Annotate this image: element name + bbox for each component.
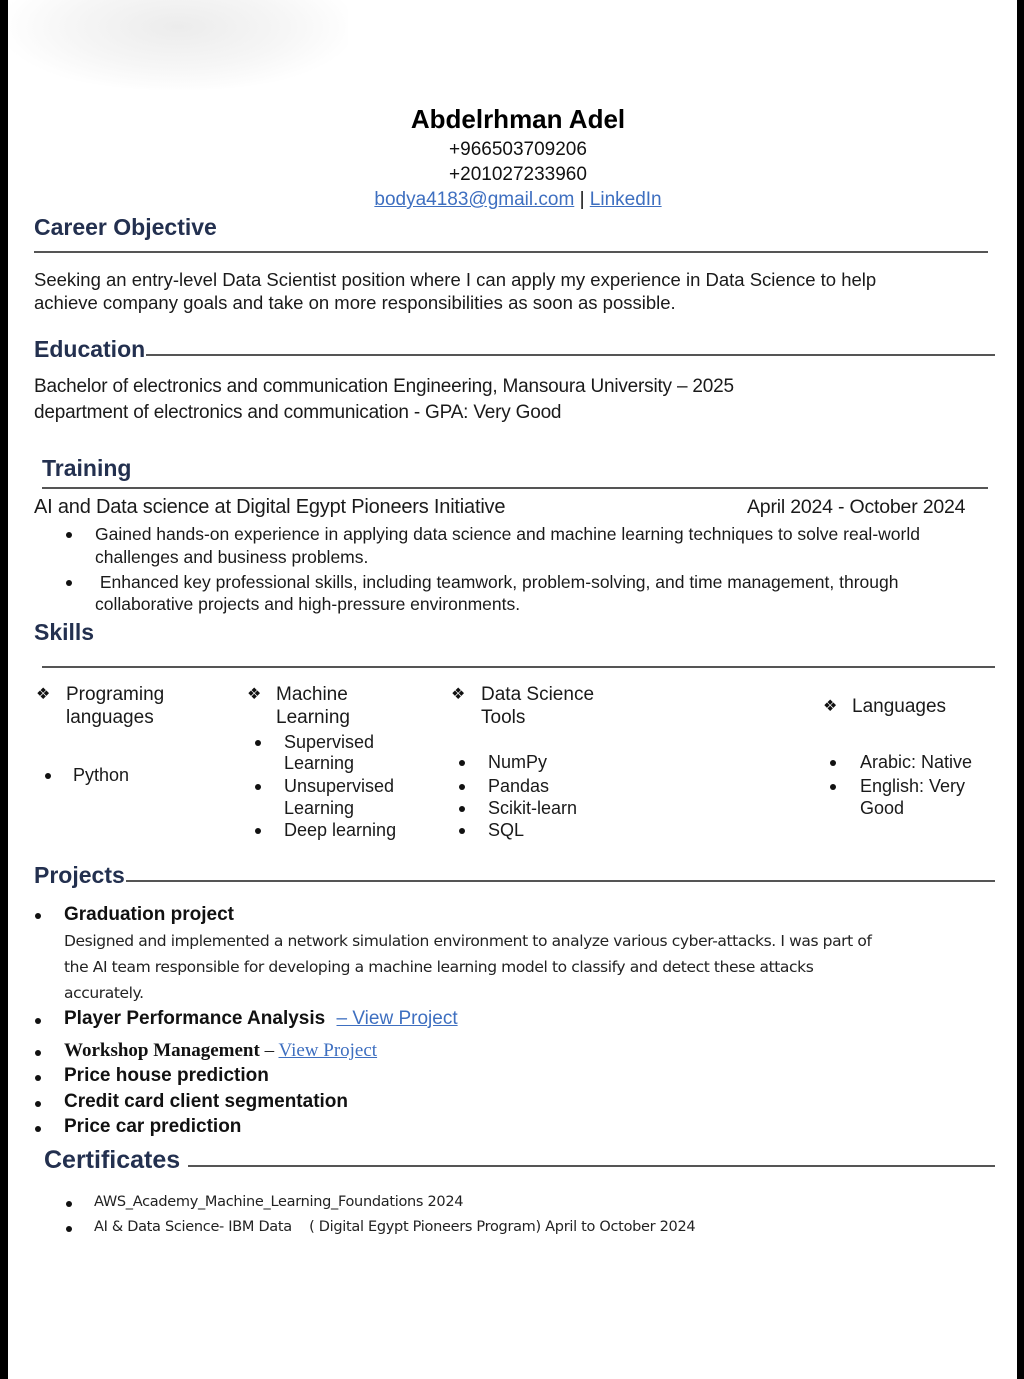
project-credit-card: Credit card client segmentation xyxy=(64,1091,349,1112)
project-price-car: Price car prediction xyxy=(64,1116,242,1137)
skill-scikit-learn: Scikit-learn xyxy=(488,798,578,818)
bullet-icon xyxy=(459,828,465,834)
project-graduation-desc-3: accurately. xyxy=(64,984,144,1002)
certificate-aws: AWS_Academy_Machine_Learning_Foundations 2024 xyxy=(94,1194,464,1210)
bullet-icon xyxy=(830,760,836,766)
project-price-house: Price house prediction xyxy=(64,1065,269,1086)
projects-heading: Projects xyxy=(34,862,125,888)
bullet-icon xyxy=(66,532,72,538)
email-link[interactable]: bodya4183@gmail.com xyxy=(374,189,575,210)
resume-page xyxy=(8,0,1017,1379)
section-divider xyxy=(146,354,995,356)
training-bullet-2-line-1: Enhanced key professional skills, including teamwork, problem-solving, and time management, through xyxy=(95,572,899,592)
skill-unsupervised-cont: Learning xyxy=(284,798,355,818)
bullet-icon xyxy=(45,773,51,779)
section-divider xyxy=(34,251,988,253)
bullet-icon xyxy=(66,1201,72,1207)
linkedin-link[interactable]: LinkedIn xyxy=(589,189,662,210)
scan-smudge xyxy=(8,0,348,90)
diamond-bullet-icon: ❖ xyxy=(451,686,466,703)
bullet-icon xyxy=(255,784,261,790)
diamond-bullet-icon: ❖ xyxy=(247,686,262,703)
training-bullet-1-line-2: challenges and business problems. xyxy=(95,547,369,567)
training-dates: April 2024 - October 2024 xyxy=(747,496,966,518)
objective-line-2: achieve company goals and take on more responsibilities as soon as possible. xyxy=(34,292,676,313)
section-divider xyxy=(42,487,988,489)
bullet-icon xyxy=(35,1101,41,1107)
bullet-icon xyxy=(35,1075,41,1081)
project-workshop-dash: – xyxy=(259,1040,279,1061)
project-workshop xyxy=(64,1040,377,1062)
skill-python: Python xyxy=(73,765,130,785)
skill-group-programming-title-1: Programing xyxy=(66,684,165,705)
section-divider xyxy=(126,880,995,882)
bullet-icon xyxy=(35,1050,41,1056)
bullet-icon xyxy=(66,580,72,586)
education-heading: Education xyxy=(34,336,146,362)
skill-unsupervised: Unsupervised xyxy=(284,776,395,796)
training-bullet-1-line-1: Gained hands-on experience in applying data science and machine learning techniques to solve real-world xyxy=(95,524,920,544)
bullet-icon xyxy=(35,1018,41,1024)
certificates-heading: Certificates xyxy=(44,1146,181,1174)
language-english: English: Very xyxy=(860,776,966,796)
skill-group-ds-tools-title-2: Tools xyxy=(481,707,526,728)
candidate-name: Abdelrhman Adel xyxy=(410,104,626,134)
skill-supervised: Supervised xyxy=(284,732,375,752)
project-workshop-title: Workshop Management xyxy=(64,1040,260,1061)
skill-supervised-cont: Learning xyxy=(284,753,355,773)
section-divider xyxy=(188,1165,995,1167)
contact-links xyxy=(8,189,1024,211)
bullet-icon xyxy=(459,784,465,790)
project-graduation-desc-2: the AI team responsible for developing a machine learning model to classify and detect these attacks xyxy=(64,958,814,976)
phone-1: +966503709206 xyxy=(449,139,587,160)
skill-pandas: Pandas xyxy=(488,776,550,796)
project-player-title: Player Performance Analysis xyxy=(64,1008,326,1029)
training-bullet-2-line-2: collaborative projects and high-pressure environments. xyxy=(95,594,521,614)
language-arabic: Arabic: Native xyxy=(860,752,973,772)
link-separator: | xyxy=(579,189,585,210)
skill-group-ds-tools-title-1: Data Science xyxy=(481,684,595,705)
phone-2: +201027233960 xyxy=(449,164,587,185)
skill-sql: SQL xyxy=(488,820,525,840)
bullet-icon xyxy=(35,1126,41,1132)
skill-numpy: NumPy xyxy=(488,752,548,772)
bullet-icon xyxy=(255,828,261,834)
section-divider xyxy=(42,666,995,668)
certificate-ibm: AI & Data Science- IBM Data ( Digital Egypt Pioneers Program) April to October 2024 xyxy=(94,1219,696,1235)
project-player-performance xyxy=(64,1008,458,1030)
skill-group-ml-title-2: Learning xyxy=(276,707,350,728)
diamond-bullet-icon: ❖ xyxy=(36,686,51,703)
project-player-view-link[interactable]: – View Project xyxy=(336,1008,458,1029)
skill-group-ml-title-1: Machine xyxy=(276,684,348,705)
education-degree: Bachelor of electronics and communication Engineering, Mansoura University – 2025 xyxy=(34,376,734,397)
project-workshop-view-link[interactable]: View Project xyxy=(278,1040,378,1061)
diamond-bullet-icon: ❖ xyxy=(823,698,838,715)
bullet-icon xyxy=(459,760,465,766)
training-program: AI and Data science at Digital Egypt Pioneers Initiative xyxy=(34,496,506,518)
bullet-icon xyxy=(830,784,836,790)
language-english-cont: Good xyxy=(860,798,905,818)
career-objective-heading: Career Objective xyxy=(34,214,217,240)
skill-group-programming-title-2: languages xyxy=(66,707,154,728)
education-department: department of electronics and communication - GPA: Very Good xyxy=(34,402,562,423)
objective-line-1: Seeking an entry-level Data Scientist position where I can apply my experience in Data Science to help xyxy=(34,269,877,290)
bullet-icon xyxy=(66,1226,72,1232)
project-graduation-title: Graduation project xyxy=(64,904,234,925)
skill-group-languages-title: Languages xyxy=(852,696,947,717)
bullet-icon xyxy=(255,740,261,746)
bullet-icon xyxy=(459,806,465,812)
skill-deep-learning: Deep learning xyxy=(284,820,397,840)
skills-heading: Skills xyxy=(34,619,95,645)
bullet-icon xyxy=(35,913,41,919)
training-heading: Training xyxy=(42,455,132,481)
project-graduation-desc-1: Designed and implemented a network simulation environment to analyze various cyber-attacks. I was part of xyxy=(64,932,872,950)
